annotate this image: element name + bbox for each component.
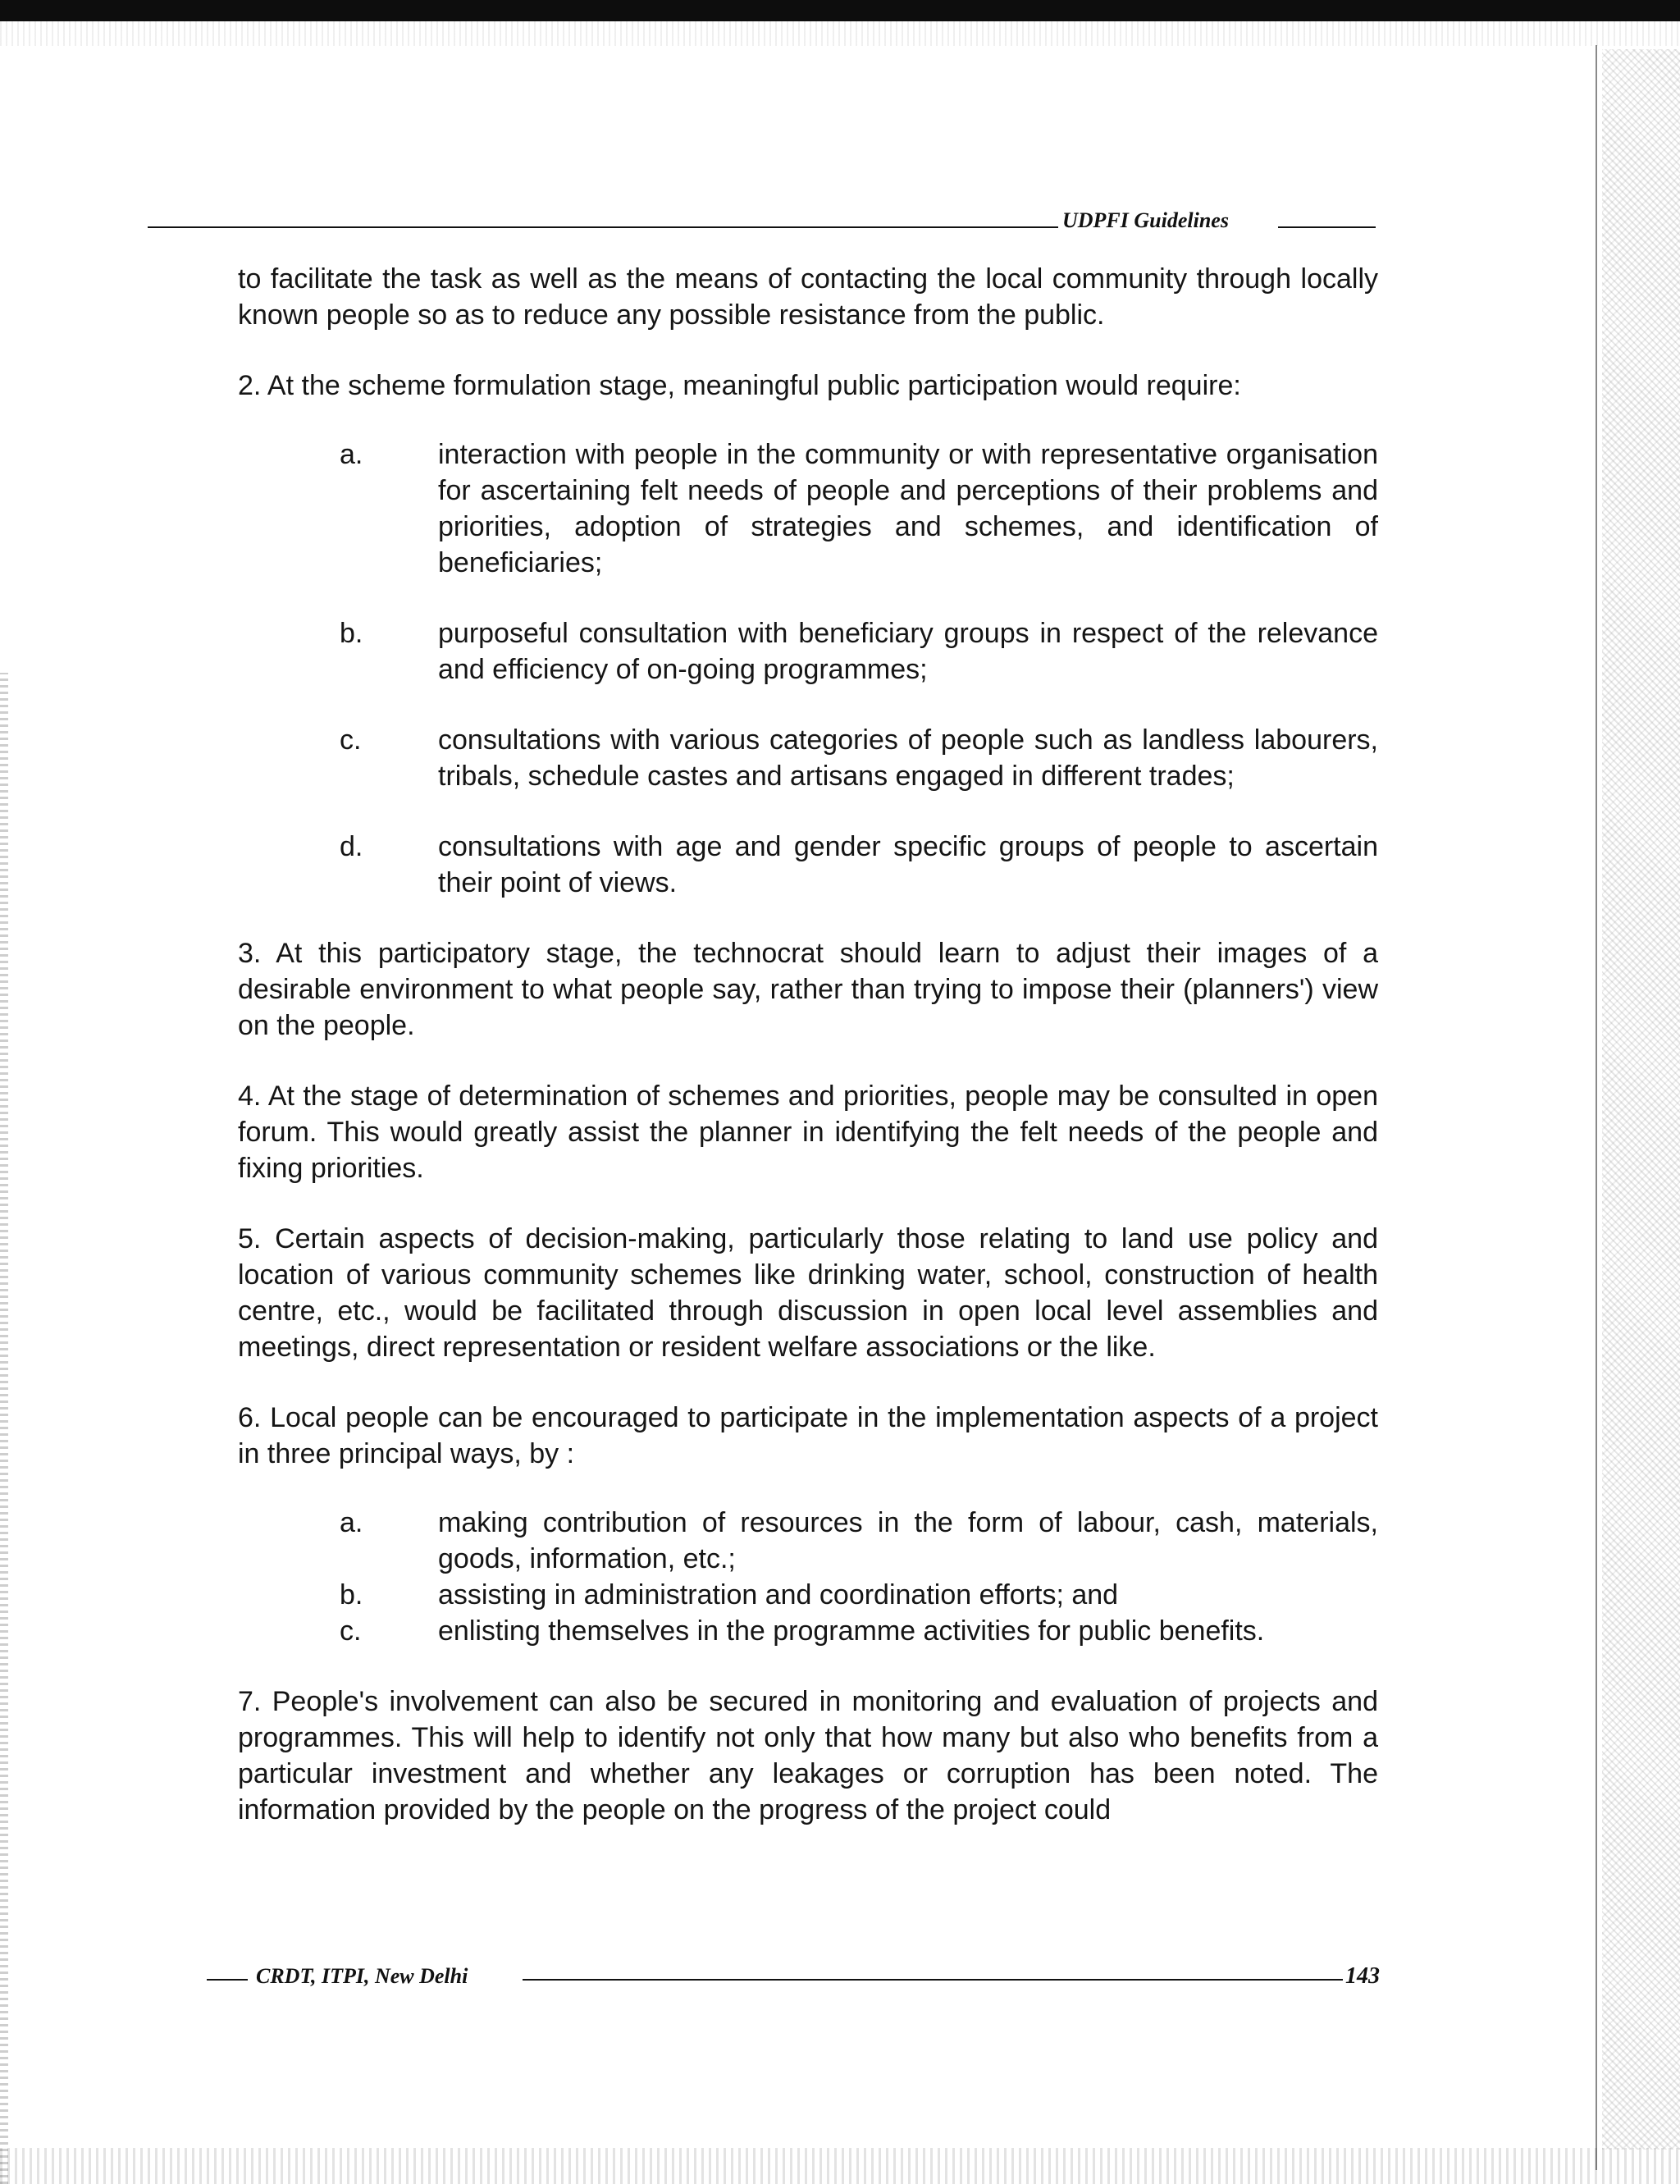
list-item-text: assisting in administration and coordination efforts; and bbox=[438, 1579, 1119, 1611]
list-item bbox=[238, 1577, 1378, 1613]
paragraph-2-list bbox=[238, 436, 1378, 901]
intro-paragraph: to facilitate the task as well as the means of contacting the local community through locally known people so as to reduce any possible resistance from the public. bbox=[238, 263, 1378, 331]
paragraph-3: 3. At this participatory stage, the technocrat should learn to adjust their images of a desirable environment to what people say, rather than trying to impose their (planners') view on the people. bbox=[238, 938, 1378, 1041]
list-item bbox=[238, 1613, 1378, 1649]
scan-top-border bbox=[0, 0, 1680, 21]
list-item-text: purposeful consultation with beneficiary groups in respect of the relevance and efficiency of on-going programmes; bbox=[438, 618, 1378, 685]
page-header bbox=[148, 207, 1376, 240]
list-marker: c. bbox=[340, 724, 362, 756]
paragraph-5: 5. Certain aspects of decision-making, particularly those relating to land use policy and location of various community schemes like drinking water, school, construction of health centre, etc., would be facilitated through discussion in open local level assemblies and meetings, direct representation or resident welfare associations or the like. bbox=[238, 1223, 1378, 1363]
list-item-text: consultations with age and gender specific groups of people to ascertain their point of views. bbox=[438, 831, 1378, 898]
scan-right-noise bbox=[1602, 49, 1680, 2150]
header-rule-left bbox=[148, 226, 1058, 228]
scan-bottom-noise bbox=[0, 2148, 1680, 2184]
list-marker: d. bbox=[340, 831, 363, 862]
list-item-text: interaction with people in the community or with representative organisation for ascertaining felt needs of people and perceptions of their problems and priorities, adoption of strategies and schemes, and identification of beneficiaries; bbox=[438, 439, 1378, 578]
paragraph-2: 2. At the scheme formulation stage, meaningful public participation would require: bbox=[238, 370, 1241, 401]
page-footer bbox=[207, 1962, 1380, 1995]
page-body bbox=[238, 261, 1378, 1828]
paragraph-6-list bbox=[238, 1505, 1378, 1649]
page-right-edge bbox=[1596, 45, 1597, 2170]
footer-rule bbox=[523, 1979, 1343, 1981]
header-title: UDPFI Guidelines bbox=[1062, 208, 1229, 232]
list-item bbox=[238, 829, 1378, 901]
paragraph-7: 7. People's involvement can also be secured in monitoring and evaluation of projects and programmes. This will help to identify not only that how many but also who benefits from a particular investment and whether any leakages or corruption has been noted. The information provided by the people on the progress of the project could bbox=[238, 1686, 1378, 1825]
list-marker: a. bbox=[340, 1507, 363, 1538]
list-marker: a. bbox=[340, 439, 363, 470]
list-item-text: consultations with various categories of people such as landless labourers, tribals, schedule castes and artisans engaged in different trades; bbox=[438, 724, 1378, 792]
list-item bbox=[238, 1505, 1378, 1577]
list-marker: c. bbox=[340, 1615, 362, 1647]
paragraph-4: 4. At the stage of determination of schemes and priorities, people may be consulted in open forum. This would greatly assist the planner in identifying the felt needs of the people and fixing priorities. bbox=[238, 1081, 1378, 1184]
header-rule-right bbox=[1278, 226, 1376, 228]
list-item-text: enlisting themselves in the programme activities for public benefits. bbox=[438, 1615, 1265, 1647]
page-number: 143 bbox=[1345, 1963, 1380, 1989]
list-item-text: making contribution of resources in the form of labour, cash, materials, goods, information, etc.; bbox=[438, 1507, 1378, 1574]
list-marker: b. bbox=[340, 618, 363, 649]
list-item bbox=[238, 436, 1378, 581]
footer-rule-left bbox=[207, 1979, 248, 1981]
list-marker: b. bbox=[340, 1579, 363, 1611]
paragraph-6: 6. Local people can be encouraged to participate in the implementation aspects of a project in three principal ways, by : bbox=[238, 1402, 1378, 1469]
scan-left-noise bbox=[0, 673, 8, 2184]
scan-top-noise bbox=[0, 21, 1680, 46]
list-item bbox=[238, 722, 1378, 794]
footer-source: CRDT, ITPI, New Delhi bbox=[256, 1964, 468, 1988]
list-item bbox=[238, 615, 1378, 688]
